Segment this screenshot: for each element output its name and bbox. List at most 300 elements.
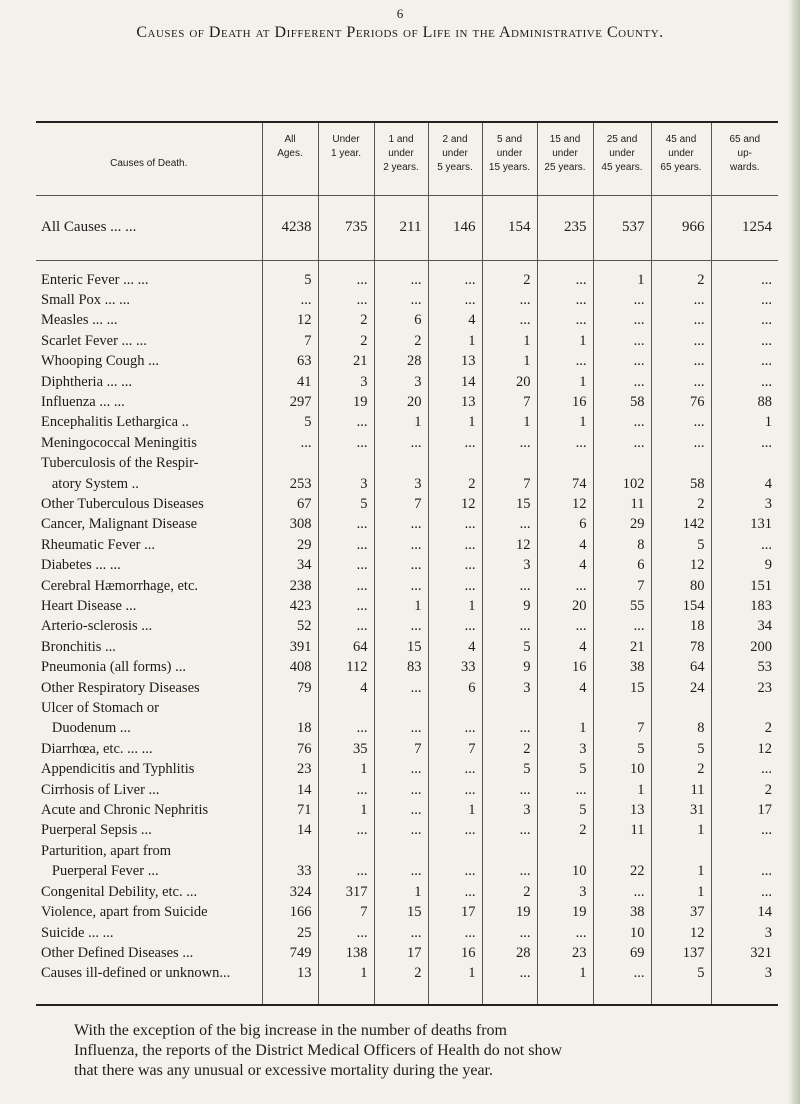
cell-value: 1	[428, 412, 482, 432]
cell-value: 4	[428, 637, 482, 657]
cell-value: 5	[593, 739, 651, 759]
cell-value: 15	[593, 678, 651, 698]
cell-value: 13	[262, 963, 318, 1003]
cell-value: 7	[374, 494, 428, 514]
cell-value: 2	[651, 759, 711, 779]
cell-value: 74	[537, 474, 593, 494]
cell-value: ...	[318, 616, 374, 636]
cell-value: 80	[651, 576, 711, 596]
cell-value: ...	[318, 861, 374, 881]
cell-value: 4	[537, 535, 593, 555]
cell-value: 5	[537, 759, 593, 779]
cell-value: 238	[262, 576, 318, 596]
table-row	[36, 800, 778, 820]
cell-value: ...	[318, 514, 374, 534]
cell-value: 1	[537, 372, 593, 392]
cell-value: 7	[374, 739, 428, 759]
cell-value: 1	[482, 331, 537, 351]
cell-value: 3	[374, 372, 428, 392]
row-label: Suicide ... ...	[41, 924, 114, 941]
cell-value: 11	[651, 780, 711, 800]
cell-value: ...	[711, 290, 778, 310]
cell-value: ...	[318, 718, 374, 738]
row-label: Pneumonia (all forms) ...	[41, 659, 186, 676]
all-causes-row	[36, 195, 778, 260]
cell-value: ...	[374, 616, 428, 636]
cell-value: 63	[262, 351, 318, 371]
cell-value: ...	[711, 310, 778, 330]
table-row	[36, 514, 778, 534]
cell-value: ...	[262, 290, 318, 310]
cell-value: ...	[374, 718, 428, 738]
cell-value: ...	[374, 800, 428, 820]
cell-value	[482, 698, 537, 718]
cell-value: 17	[428, 902, 482, 922]
cell-value: ...	[711, 535, 778, 555]
cell-value	[318, 453, 374, 473]
cell-value: ...	[482, 718, 537, 738]
cell-value: 4	[537, 555, 593, 575]
cell-value: 3	[482, 555, 537, 575]
cell-value: ...	[482, 820, 537, 840]
cell-value: 67	[262, 494, 318, 514]
table-row	[36, 494, 778, 514]
table-row	[36, 718, 778, 738]
cell-value: 14	[262, 820, 318, 840]
cell-value: 38	[593, 902, 651, 922]
cell-value: 1	[428, 800, 482, 820]
row-label: Congenital Debility, etc. ...	[41, 883, 198, 900]
cell-value: 408	[262, 657, 318, 677]
cell-value: ...	[537, 616, 593, 636]
cell-value: ...	[537, 310, 593, 330]
table-row	[36, 310, 778, 330]
cell-value: 966	[651, 195, 711, 260]
cell-value	[482, 841, 537, 861]
row-label: Tuberculosis of the Respir-	[41, 455, 199, 472]
cell-value: 183	[711, 596, 778, 616]
cell-value: 14	[428, 372, 482, 392]
cell-value: 1	[482, 412, 537, 432]
cell-value: ...	[374, 759, 428, 779]
row-label: Violence, apart from Suicide	[41, 904, 208, 921]
row-label: Rheumatic Fever ...	[41, 536, 155, 553]
cell-value: 235	[537, 195, 593, 260]
header-age-group: 65 and up- wards.	[711, 123, 778, 195]
header-age-group: 15 and under 25 years.	[537, 123, 593, 195]
cell-value: ...	[711, 882, 778, 902]
cell-value: 20	[537, 596, 593, 616]
row-label: Ulcer of Stomach or	[41, 700, 159, 717]
cell-value: 142	[651, 514, 711, 534]
row-label: Cancer, Malignant Disease	[41, 516, 198, 533]
cell-value: ...	[651, 372, 711, 392]
cell-value: 20	[482, 372, 537, 392]
cell-value: ...	[593, 351, 651, 371]
row-label: Other Defined Diseases ...	[41, 944, 194, 961]
cell-value: 5	[651, 535, 711, 555]
cell-value: ...	[482, 514, 537, 534]
cell-value: ...	[428, 555, 482, 575]
cell-value: 12	[428, 494, 482, 514]
cell-value: 64	[651, 657, 711, 677]
cell-value: 1	[593, 260, 651, 290]
cell-value: ...	[318, 923, 374, 943]
cell-value	[262, 453, 318, 473]
cell-value: 7	[262, 331, 318, 351]
cell-value: 33	[428, 657, 482, 677]
cell-value: 308	[262, 514, 318, 534]
row-label: Heart Disease ...	[41, 598, 137, 614]
row-label: Puerperal Sepsis ...	[41, 822, 152, 839]
cell-value: 31	[651, 800, 711, 820]
table-header-row	[36, 123, 778, 195]
cell-value: 317	[318, 882, 374, 902]
cell-value: 10	[537, 861, 593, 881]
table-row	[36, 780, 778, 800]
cell-value: 20	[374, 392, 428, 412]
cell-value: 146	[428, 195, 482, 260]
cell-value: 22	[593, 861, 651, 881]
cell-value: 55	[593, 596, 651, 616]
cell-value: 35	[318, 739, 374, 759]
cell-value: 78	[651, 637, 711, 657]
cell-value: 3	[318, 474, 374, 494]
cell-value: ...	[651, 351, 711, 371]
cell-value: 9	[482, 596, 537, 616]
table-row	[36, 902, 778, 922]
table-row	[36, 453, 778, 473]
table-row	[36, 576, 778, 596]
cell-value: 79	[262, 678, 318, 698]
cell-value: ...	[374, 923, 428, 943]
table-row	[36, 759, 778, 779]
footnote	[74, 1021, 714, 1081]
row-label: Small Pox ... ...	[41, 291, 131, 308]
cell-value: 52	[262, 616, 318, 636]
cell-value: 15	[482, 494, 537, 514]
cell-value: ...	[428, 514, 482, 534]
cell-value: ...	[593, 882, 651, 902]
table-row	[36, 698, 778, 718]
row-label: Influenza ... ...	[41, 393, 125, 410]
table-row	[36, 637, 778, 657]
cell-value: 16	[537, 657, 593, 677]
cell-value: ...	[262, 433, 318, 453]
cell-value: ...	[651, 412, 711, 432]
cell-value: 324	[262, 882, 318, 902]
footnote-line: that there was any unusual or excessive mortality during the year.	[74, 1062, 493, 1079]
cell-value: ...	[651, 290, 711, 310]
cell-value: 28	[374, 351, 428, 371]
cell-value: 8	[593, 535, 651, 555]
cell-value	[428, 698, 482, 718]
cell-value	[651, 453, 711, 473]
table-row	[36, 474, 778, 494]
row-label: Arterio-sclerosis ...	[41, 618, 153, 635]
cell-value	[374, 453, 428, 473]
table-row	[36, 963, 778, 1003]
cell-value: ...	[711, 820, 778, 840]
cell-value: ...	[428, 820, 482, 840]
cell-value: ...	[482, 576, 537, 596]
cell-value: 7	[318, 902, 374, 922]
cell-value: ...	[374, 535, 428, 555]
cell-value: 537	[593, 195, 651, 260]
table-body	[36, 260, 778, 1004]
cell-value: ...	[711, 433, 778, 453]
row-label: Meningococcal Meningitis	[41, 434, 197, 451]
cell-value: 9	[482, 657, 537, 677]
cell-value: ...	[318, 596, 374, 616]
cell-value: ...	[711, 260, 778, 290]
cell-value: 2	[482, 260, 537, 290]
table-row	[36, 290, 778, 310]
cell-value: 1	[428, 331, 482, 351]
cell-value: 391	[262, 637, 318, 657]
header-age-group: 5 and under 15 years.	[482, 123, 537, 195]
cell-value: 1	[318, 800, 374, 820]
cell-value: 12	[262, 310, 318, 330]
cell-value: ...	[318, 780, 374, 800]
table-row	[36, 351, 778, 371]
cell-value: ...	[318, 433, 374, 453]
cell-value	[537, 841, 593, 861]
cell-value: 76	[262, 739, 318, 759]
cell-value: 2	[482, 882, 537, 902]
cell-value: 2	[318, 310, 374, 330]
cell-value: ...	[593, 372, 651, 392]
cell-value: ...	[318, 290, 374, 310]
cell-value: 1	[537, 331, 593, 351]
cell-value: 11	[593, 494, 651, 514]
cell-value: 1	[318, 759, 374, 779]
cell-value	[537, 698, 593, 718]
row-label: Diphtheria ... ...	[41, 373, 133, 390]
cell-value: ...	[318, 412, 374, 432]
row-label: Acute and Chronic Nephritis	[41, 802, 209, 819]
row-label: Whooping Cough ...	[41, 353, 160, 370]
cell-value: 131	[711, 514, 778, 534]
cell-value: ...	[428, 780, 482, 800]
row-label: All Causes ... ...	[36, 195, 262, 260]
cell-value	[711, 453, 778, 473]
cell-value: 138	[318, 943, 374, 963]
page-edge	[788, 0, 800, 1104]
table-row	[36, 882, 778, 902]
cell-value: 13	[428, 392, 482, 412]
cell-value: 735	[318, 195, 374, 260]
cell-value: 88	[711, 392, 778, 412]
cell-value: 9	[711, 555, 778, 575]
cell-value: 1254	[711, 195, 778, 260]
cell-value: 14	[711, 902, 778, 922]
cell-value: 3	[711, 963, 778, 1003]
cell-value: ...	[651, 433, 711, 453]
table-row	[36, 392, 778, 412]
header-age-group: All Ages.	[262, 123, 318, 195]
cell-value: 17	[374, 943, 428, 963]
cell-value: ...	[711, 331, 778, 351]
cell-value: 2	[374, 331, 428, 351]
cell-value: 4	[318, 678, 374, 698]
cell-value: ...	[374, 678, 428, 698]
header-age-group: 45 and under 65 years.	[651, 123, 711, 195]
cell-value: 13	[428, 351, 482, 371]
row-label: Diarrhœa, etc. ... ...	[41, 740, 153, 757]
cell-value	[428, 841, 482, 861]
cell-value: ...	[537, 351, 593, 371]
cell-value: ...	[537, 780, 593, 800]
cell-value: ...	[593, 412, 651, 432]
cell-value: 5	[262, 260, 318, 290]
cell-value: 6	[374, 310, 428, 330]
cell-value: 28	[482, 943, 537, 963]
cell-value: ...	[711, 372, 778, 392]
cell-value	[374, 698, 428, 718]
cell-value: 29	[262, 535, 318, 555]
cell-value: 69	[593, 943, 651, 963]
cell-value: ...	[374, 861, 428, 881]
cell-value: 19	[318, 392, 374, 412]
cell-value: ...	[482, 861, 537, 881]
cell-value	[262, 698, 318, 718]
cell-value: ...	[537, 260, 593, 290]
cell-value: 3	[318, 372, 374, 392]
cell-value: 71	[262, 800, 318, 820]
cell-value: 321	[711, 943, 778, 963]
cell-value: 2	[711, 718, 778, 738]
row-label: Enteric Fever ... ...	[41, 271, 149, 288]
cell-value: 1	[428, 963, 482, 1003]
cell-value: ...	[651, 310, 711, 330]
cell-value: 29	[593, 514, 651, 534]
cell-value: 154	[482, 195, 537, 260]
cell-value: ...	[428, 535, 482, 555]
cell-value: ...	[482, 923, 537, 943]
cell-value: 1	[428, 596, 482, 616]
table-row	[36, 555, 778, 575]
cell-value: 4	[537, 637, 593, 657]
cell-value: 17	[711, 800, 778, 820]
cell-value: 3	[374, 474, 428, 494]
cell-value: 18	[651, 616, 711, 636]
cell-value	[593, 698, 651, 718]
cell-value: 1	[537, 963, 593, 1003]
cell-value: 1	[374, 596, 428, 616]
cell-value	[651, 841, 711, 861]
row-label: Causes ill-defined or unknown...	[41, 965, 231, 982]
cell-value: ...	[593, 433, 651, 453]
cell-value	[318, 841, 374, 861]
row-label: Other Respiratory Diseases	[41, 679, 200, 696]
cell-value: 15	[374, 637, 428, 657]
cell-value: 211	[374, 195, 428, 260]
cell-value: ...	[428, 260, 482, 290]
cell-value: 2	[374, 963, 428, 1003]
cell-value: 423	[262, 596, 318, 616]
header-age-group: 25 and under 45 years.	[593, 123, 651, 195]
cell-value: ...	[651, 331, 711, 351]
cell-value: 5	[537, 800, 593, 820]
cell-value	[711, 841, 778, 861]
cell-value: ...	[374, 260, 428, 290]
cell-value: ...	[428, 923, 482, 943]
cell-value: 8	[651, 718, 711, 738]
header-age-group: 1 and under 2 years.	[374, 123, 428, 195]
cell-value: 18	[262, 718, 318, 738]
cell-value: 19	[482, 902, 537, 922]
cell-value: ...	[593, 290, 651, 310]
cell-value: 16	[537, 392, 593, 412]
row-label: Diabetes ... ...	[41, 557, 121, 574]
cell-value: 37	[651, 902, 711, 922]
cell-value: 24	[651, 678, 711, 698]
cell-value: 12	[651, 555, 711, 575]
cell-value: ...	[482, 963, 537, 1003]
cell-value: ...	[482, 290, 537, 310]
cell-value: ...	[428, 616, 482, 636]
table-row	[36, 923, 778, 943]
cell-value: 3	[482, 800, 537, 820]
cell-value: 23	[711, 678, 778, 698]
cell-value: 7	[593, 718, 651, 738]
cell-value: ...	[428, 718, 482, 738]
row-label: Parturition, apart from	[41, 842, 172, 859]
cell-value: ...	[482, 433, 537, 453]
cell-value: 64	[318, 637, 374, 657]
cell-value: 6	[428, 678, 482, 698]
header-age-group: 2 and under 5 years.	[428, 123, 482, 195]
table-row	[36, 841, 778, 861]
cell-value: 12	[537, 494, 593, 514]
cell-value: 3	[537, 739, 593, 759]
cell-value: ...	[318, 820, 374, 840]
footnote-line: Influenza, the reports of the District Medical Officers of Health do not show	[74, 1042, 562, 1059]
cell-value: 200	[711, 637, 778, 657]
cell-value: 21	[318, 351, 374, 371]
table-row	[36, 616, 778, 636]
cell-value: ...	[374, 290, 428, 310]
cell-value: 154	[651, 596, 711, 616]
header-age-group: Under 1 year.	[318, 123, 374, 195]
cell-value: 13	[593, 800, 651, 820]
cell-value: ...	[374, 576, 428, 596]
cell-value: 10	[593, 759, 651, 779]
cell-value: 2	[318, 331, 374, 351]
cell-value: ...	[537, 290, 593, 310]
cell-value: 10	[593, 923, 651, 943]
cell-value: ...	[593, 310, 651, 330]
cell-value: 297	[262, 392, 318, 412]
table-row	[36, 372, 778, 392]
cell-value: ...	[318, 260, 374, 290]
cell-value: ...	[374, 820, 428, 840]
cell-value: 4	[537, 678, 593, 698]
table-row	[36, 331, 778, 351]
row-label: Duodenum ...	[41, 720, 131, 737]
cell-value: 2	[651, 494, 711, 514]
cell-value: ...	[537, 923, 593, 943]
table-row	[36, 412, 778, 432]
cell-value: 12	[711, 739, 778, 759]
cell-value: 1	[374, 882, 428, 902]
cell-value: 19	[537, 902, 593, 922]
table-row	[36, 535, 778, 555]
cell-value: ...	[711, 351, 778, 371]
cell-value	[537, 453, 593, 473]
cell-value: ...	[482, 616, 537, 636]
